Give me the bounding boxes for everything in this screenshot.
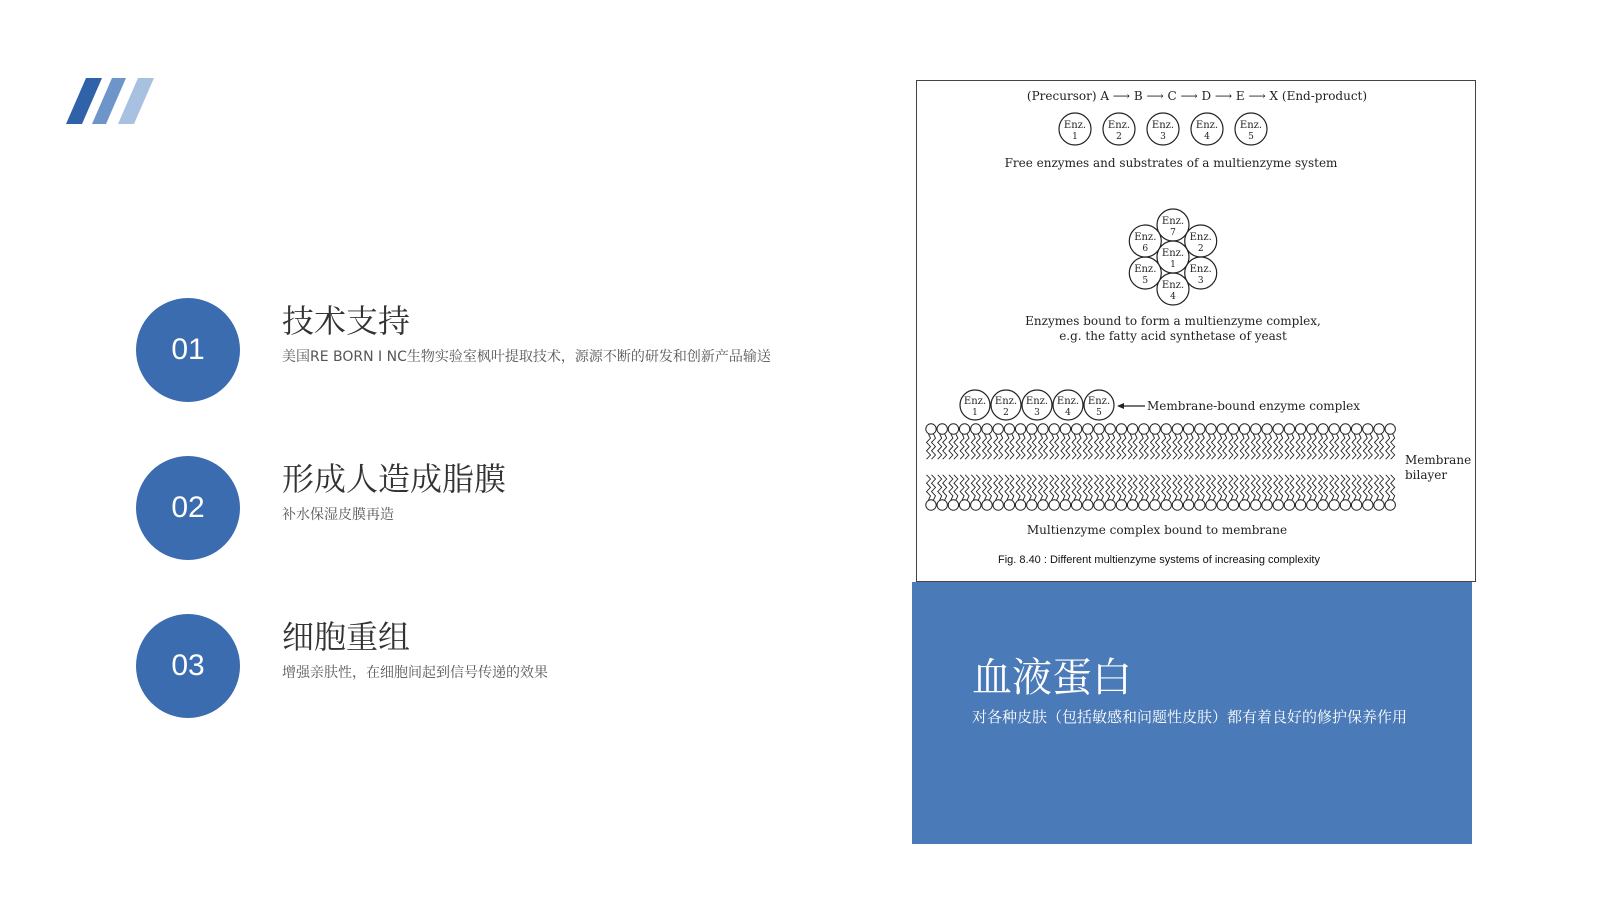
lipid-tail [1352, 434, 1361, 459]
svg-text:7: 7 [1170, 228, 1176, 238]
lipid-tail [1386, 434, 1395, 459]
lipid-head [1161, 500, 1171, 510]
lipid-tail [1240, 475, 1249, 500]
membrane-enzyme-1 [960, 390, 990, 420]
lipid-head [1363, 500, 1373, 510]
lipid-head [1027, 424, 1037, 434]
lipid-head [1172, 424, 1182, 434]
lipid-head [1150, 424, 1160, 434]
lipid-tail [1341, 434, 1350, 459]
info-panel [912, 582, 1472, 844]
lipid-tail [994, 475, 1003, 500]
lipid-head [926, 424, 936, 434]
membrane-enzyme-4 [1053, 390, 1083, 420]
lipid-tail [1083, 434, 1092, 459]
svg-text:3: 3 [1160, 132, 1166, 142]
multienzyme-figure [916, 80, 1476, 582]
lipid-tail [1251, 434, 1260, 459]
number-badge: 03 [136, 614, 240, 718]
svg-text:1: 1 [1170, 260, 1176, 270]
lipid-tail [1027, 434, 1036, 459]
svg-text:2: 2 [1003, 408, 1009, 418]
lipid-head [1273, 500, 1283, 510]
lipid-tail [1207, 434, 1216, 459]
cluster-enzyme-4 [1157, 273, 1189, 305]
free-enzyme-4 [1191, 113, 1223, 145]
lipid-tail [1173, 475, 1182, 500]
lipid-head [993, 500, 1003, 510]
lipid-head [1295, 424, 1305, 434]
lipid-tail [1330, 475, 1339, 500]
lipid-head [948, 424, 958, 434]
lipid-head [1318, 424, 1328, 434]
lipid-tail [1139, 475, 1148, 500]
lipid-tail [1095, 475, 1104, 500]
cluster-enzyme-6 [1129, 225, 1161, 257]
multienzyme-diagram [917, 81, 1477, 583]
svg-text:Enz.: Enz. [1063, 120, 1087, 131]
membrane-enzyme-3 [1022, 390, 1052, 420]
lipid-tail [1307, 434, 1316, 459]
lipid-tail [1139, 434, 1148, 459]
lipid-tail [1083, 475, 1092, 500]
lipid-head [1071, 424, 1081, 434]
lipid-tail [1285, 434, 1294, 459]
lipid-head [1206, 424, 1216, 434]
svg-text:4: 4 [1204, 132, 1210, 142]
svg-text:4: 4 [1170, 292, 1176, 302]
lipid-tail [1005, 475, 1014, 500]
caption-bound-line2: e.g. the fatty acid synthetase of yeast [1059, 329, 1287, 343]
svg-text:5: 5 [1142, 276, 1149, 286]
lipid-head [1239, 424, 1249, 434]
lipid-head [1172, 500, 1182, 510]
svg-text:Enz.: Enz. [1087, 396, 1111, 407]
lipid-tail [1072, 434, 1081, 459]
lipid-tail [1128, 475, 1137, 500]
free-enzyme-5 [1235, 113, 1267, 145]
lipid-tail [1061, 434, 1070, 459]
lipid-tail [960, 434, 969, 459]
lipid-tail [1375, 434, 1384, 459]
lipid-head [1183, 424, 1193, 434]
lipid-head [1083, 500, 1093, 510]
lipid-tail [1240, 434, 1249, 459]
pathway-text: (Precursor) A ⟶ B ⟶ C ⟶ D ⟶ E ⟶ X (End-product) [1026, 89, 1368, 103]
cluster-enzyme-3 [1185, 257, 1217, 289]
lipid-tail [1095, 434, 1104, 459]
lipid-head [959, 424, 969, 434]
membrane-enzyme-5 [1084, 390, 1114, 420]
svg-text:Enz.: Enz. [994, 396, 1018, 407]
lipid-tail [1061, 475, 1070, 500]
lipid-head [1295, 500, 1305, 510]
lipid-tail [1341, 475, 1350, 500]
lipid-tail [971, 475, 980, 500]
item-description: 增强亲肤性，在细胞间起到信号传递的效果 [282, 665, 548, 681]
number-badge: 02 [136, 456, 240, 560]
lipid-tail [1319, 475, 1328, 500]
lipid-tail [1195, 475, 1204, 500]
svg-text:Enz.: Enz. [1161, 248, 1185, 259]
lipid-tail [1151, 475, 1160, 500]
lipid-tail [1285, 475, 1294, 500]
caption-bound-line1: Enzymes bound to form a multienzyme complex, [1025, 314, 1321, 328]
lipid-head [993, 424, 1003, 434]
lipid-head [1038, 424, 1048, 434]
item-title: 技术支持 [282, 302, 411, 340]
lipid-tail [1162, 434, 1171, 459]
svg-text:Enz.: Enz. [1161, 216, 1185, 227]
lipid-tail [938, 434, 947, 459]
lipid-head [971, 424, 981, 434]
membrane-label-1: Membrane [1405, 453, 1472, 467]
svg-text:Enz.: Enz. [1025, 396, 1049, 407]
lipid-head [1251, 500, 1261, 510]
lipid-head [971, 500, 981, 510]
svg-text:Enz.: Enz. [1107, 120, 1131, 131]
svg-text:Enz.: Enz. [963, 396, 987, 407]
lipid-head [1385, 500, 1395, 510]
lipid-head [1239, 500, 1249, 510]
lipid-head [1127, 500, 1137, 510]
item-description: 补水保湿皮膜再造 [282, 507, 394, 523]
membrane-enzyme-2 [991, 390, 1021, 420]
arrow-head [1117, 403, 1124, 409]
svg-text:Enz.: Enz. [1056, 396, 1080, 407]
lipid-head [1139, 424, 1149, 434]
svg-text:1: 1 [1072, 132, 1078, 142]
lipid-head [1060, 500, 1070, 510]
lipid-tail [1363, 475, 1372, 500]
svg-text:5: 5 [1096, 408, 1102, 418]
free-enzyme-3 [1147, 113, 1179, 145]
lipid-head [1351, 500, 1361, 510]
svg-text:Enz.: Enz. [1161, 280, 1185, 291]
lipid-head [1329, 500, 1339, 510]
lipid-head [1385, 424, 1395, 434]
svg-text:Enz.: Enz. [1195, 120, 1219, 131]
lipid-tail [1039, 475, 1048, 500]
lipid-tail [1117, 434, 1126, 459]
lipid-tail [1352, 475, 1361, 500]
svg-text:4: 4 [1065, 408, 1071, 418]
cluster-enzyme-1 [1157, 241, 1189, 273]
lipid-head [1318, 500, 1328, 510]
cluster-enzyme-2 [1185, 225, 1217, 257]
lipid-head [1139, 500, 1149, 510]
lipid-tail [949, 434, 958, 459]
lipid-tail [1039, 434, 1048, 459]
lipid-head [1273, 424, 1283, 434]
lipid-tail [1207, 475, 1216, 500]
lipid-head [1004, 500, 1014, 510]
lipid-tail [1263, 434, 1272, 459]
lipid-tail [971, 434, 980, 459]
lipid-tail [1117, 475, 1126, 500]
lipid-tail [1363, 434, 1372, 459]
cluster-enzyme-7 [1157, 209, 1189, 241]
lipid-tail [927, 434, 936, 459]
svg-text:2: 2 [1116, 132, 1122, 142]
lipid-tail [1274, 475, 1283, 500]
lipid-tail [1173, 434, 1182, 459]
svg-text:6: 6 [1142, 244, 1149, 254]
caption-membrane: Multienzyme complex bound to membrane [1026, 523, 1288, 537]
lipid-head [1150, 500, 1160, 510]
lipid-head [1094, 424, 1104, 434]
lipid-head [1015, 424, 1025, 434]
lipid-head [1217, 500, 1227, 510]
item-description: 美国RE BORN I NC生物实验室枫叶提取技术，源源不断的研发和创新产品输送 [282, 349, 771, 365]
lipid-head [1161, 424, 1171, 434]
lipid-head [982, 500, 992, 510]
figure-caption: Fig. 8.40 : Different multienzyme systems of increasing complexity [998, 554, 1320, 566]
lipid-tail [1330, 434, 1339, 459]
lipid-head [1228, 500, 1238, 510]
item-title: 细胞重组 [282, 618, 411, 656]
lipid-tail [1027, 475, 1036, 500]
svg-text:2: 2 [1197, 244, 1204, 254]
lipid-tail [1263, 475, 1272, 500]
lipid-head [1262, 424, 1272, 434]
lipid-tail [1184, 434, 1193, 459]
lipid-head [937, 424, 947, 434]
lipid-head [1340, 500, 1350, 510]
svg-text:5: 5 [1248, 132, 1254, 142]
svg-text:3: 3 [1034, 408, 1040, 418]
membrane-label-2: bilayer [1405, 468, 1448, 482]
lipid-tail [1274, 434, 1283, 459]
lipid-tail [1375, 475, 1384, 500]
lipid-tail [1195, 434, 1204, 459]
svg-text:Enz.: Enz. [1134, 232, 1157, 243]
lipid-head [1049, 424, 1059, 434]
lipid-head [1195, 424, 1205, 434]
lipid-head [948, 500, 958, 510]
lipid-head [1116, 500, 1126, 510]
logo-stripes-icon [66, 78, 156, 124]
lipid-tail [1296, 434, 1305, 459]
lipid-head [982, 424, 992, 434]
lipid-tail [1162, 475, 1171, 500]
lipid-head [1071, 500, 1081, 510]
lipid-head [1083, 424, 1093, 434]
lipid-tail [1296, 475, 1305, 500]
svg-text:Enz.: Enz. [1134, 264, 1157, 275]
lipid-head [1262, 500, 1272, 510]
free-enzyme-2 [1103, 113, 1135, 145]
lipid-tail [983, 434, 992, 459]
lipid-tail [1106, 434, 1115, 459]
lipid-tail [960, 475, 969, 500]
lipid-head [1307, 500, 1317, 510]
lipid-tail [1072, 475, 1081, 500]
lipid-head [1374, 500, 1384, 510]
lipid-head [1038, 500, 1048, 510]
lipid-tail [949, 475, 958, 500]
lipid-tail [938, 475, 947, 500]
lipid-tail [1218, 434, 1227, 459]
membrane-complex-label: Membrane-bound enzyme complex [1147, 399, 1361, 413]
lipid-head [1307, 424, 1317, 434]
number-badge: 01 [136, 298, 240, 402]
lipid-head [1060, 424, 1070, 434]
lipid-tail [1050, 434, 1059, 459]
lipid-tail [994, 434, 1003, 459]
lipid-head [1374, 424, 1384, 434]
lipid-head [1105, 500, 1115, 510]
lipid-head [1217, 424, 1227, 434]
lipid-tail [1050, 475, 1059, 500]
lipid-head [1284, 500, 1294, 510]
lipid-head [1251, 424, 1261, 434]
free-enzyme-1 [1059, 113, 1091, 145]
lipid-head [1206, 500, 1216, 510]
lipid-head [1329, 424, 1339, 434]
lipid-tail [1016, 434, 1025, 459]
item-title: 形成人造成脂膜 [282, 460, 507, 498]
lipid-tail [1016, 475, 1025, 500]
lipid-tail [1106, 475, 1115, 500]
caption-free-enzymes: Free enzymes and substrates of a multienzyme system [1004, 156, 1338, 170]
svg-text:1: 1 [972, 408, 978, 418]
lipid-head [1105, 424, 1115, 434]
lipid-head [1049, 500, 1059, 510]
lipid-head [1284, 424, 1294, 434]
svg-text:Enz.: Enz. [1189, 232, 1212, 243]
lipid-head [1351, 424, 1361, 434]
svg-text:Enz.: Enz. [1151, 120, 1175, 131]
lipid-tail [1307, 475, 1316, 500]
lipid-tail [1319, 434, 1328, 459]
lipid-head [1004, 424, 1014, 434]
lipid-tail [1184, 475, 1193, 500]
lipid-head [926, 500, 936, 510]
lipid-tail [1251, 475, 1260, 500]
lipid-head [937, 500, 947, 510]
lipid-head [1027, 500, 1037, 510]
lipid-head [1363, 424, 1373, 434]
lipid-head [959, 500, 969, 510]
lipid-head [1094, 500, 1104, 510]
panel-description: 对各种皮肤（包括敏感和问题性皮肤）都有着良好的修护保养作用 [972, 708, 1408, 726]
cluster-enzyme-5 [1129, 257, 1161, 289]
lipid-head [1116, 424, 1126, 434]
svg-text:Enz.: Enz. [1239, 120, 1263, 131]
lipid-tail [1229, 434, 1238, 459]
lipid-head [1183, 500, 1193, 510]
svg-text:Enz.: Enz. [1189, 264, 1212, 275]
lipid-head [1340, 424, 1350, 434]
lipid-head [1195, 500, 1205, 510]
lipid-tail [1218, 475, 1227, 500]
svg-text:3: 3 [1197, 276, 1204, 286]
lipid-tail [983, 475, 992, 500]
lipid-tail [1386, 475, 1395, 500]
panel-title: 血液蛋白 [972, 655, 1132, 701]
lipid-head [1228, 424, 1238, 434]
lipid-tail [1128, 434, 1137, 459]
lipid-tail [1151, 434, 1160, 459]
lipid-tail [1005, 434, 1014, 459]
lipid-head [1015, 500, 1025, 510]
lipid-tail [927, 475, 936, 500]
lipid-head [1127, 424, 1137, 434]
lipid-tail [1229, 475, 1238, 500]
